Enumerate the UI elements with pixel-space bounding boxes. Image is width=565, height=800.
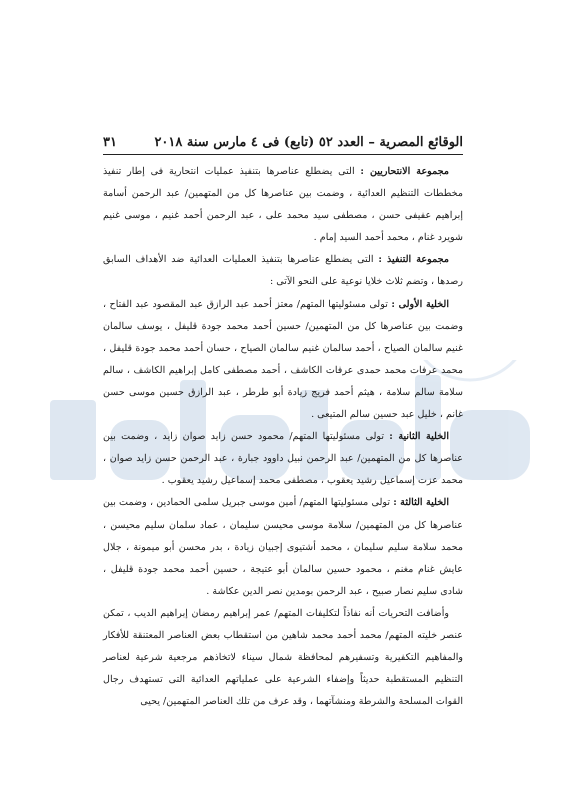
header-title: الوقائع المصرية – العدد ٥٢ (تابع) فى ٤ مارس سنة ٢٠١٨ bbox=[154, 135, 463, 150]
paragraph-text: تولى مسئوليتها المتهم/ معتز أحمد عبد الرازق عبد المقصود عبد الفتاح ، وضمت بين عناصرها كل من المتهمين/ حسين أحمد محمد جودة قليفل ، يوسف سالمان غنيم سالمان الصياح ، أحمد سالمان غنيم سالمان الصياح ، حسان أحمد محمد جودة قليفل ، محمد عرفات محمد حمدى عرفات الكاشف ، أحمد مصطفى كامل إبراهيم الكاشف ، سالم سلامة سالم سلامة ، هيثم أحمد فريج زيادة أبو طرطر ، عبد الرازق حسين موسى حسن غانم ، خليل عبد حسين سالم المتيعى . bbox=[103, 298, 463, 421]
paragraph-text: التى يضطلع عناصرها بتنفيذ عمليات انتحارية فى إطار تنفيذ مخططات التنظيم العدائية ، وضمت بين عناصرها كل من المتهمين/ عبد الرحمن أسامة إبراهيم عفيفى حسن ، مصطفى سيد محمد على ، عبد الرحمن أحمد غنيم ، موسى غنيم شويرد غنام ، محمد أحمد السيد إمام . bbox=[103, 166, 463, 244]
paragraph-cell-one bbox=[103, 294, 463, 427]
paragraph-text: التى يضطلع عناصرها بتنفيذ العمليات العدائية ضد الأهداف السابق رصدها ، وتضم ثلاث خلايا نوعية على النحو الآتى : bbox=[103, 254, 463, 288]
paragraph-text: تولى مسئوليتها المتهم/ محمود حسن زايد صوان زايد ، وضمت بين عناصرها كل من المتهمين/ عبد الرحمن نبيل داوود جبارة ، عبد الرحمن حسن زايد صوان ، محمد عزت إسماعيل رشيد يعقوب ، مصطفى محمد إسماعيل رشيد يعقوب . bbox=[103, 431, 463, 487]
paragraph-label: مجموعة الانتحاريين : bbox=[360, 166, 449, 177]
paragraph-label: الخلية الثالثة : bbox=[393, 497, 450, 509]
paragraph-investigations bbox=[103, 603, 463, 713]
article-body bbox=[103, 161, 463, 713]
page-number: ٣١ bbox=[103, 135, 117, 150]
paragraph-execution-group bbox=[103, 249, 463, 293]
page-header bbox=[103, 130, 463, 150]
paragraph-label: الخلية الأولى : bbox=[391, 298, 449, 310]
paragraph-text: وأضافت التحريات أنه نفاذاً لتكليفات المتهم/ عمر إبراهيم رمضان إبراهيم الديب ، تمكن عنصر خليته المتهم/ محمد أحمد محمد شاهين من استقطاب بعض العناصر المعتنقة للأفكار والمفاهيم التكفيرية وتسفيرهم لمحافظة شمال سيناء لاتخاذهم مرجعية شرعية لعناصر التنظيم المستقطبة حديثاً وإضفاء الشرعية على عملياتهم العدائية التى تستهدف رجال القوات المسلحة والشرطة ومنشآتهما ، وقد عرف من تلك العناصر المتهمين/ يحيى bbox=[103, 607, 463, 708]
header-divider bbox=[103, 154, 463, 155]
paragraph-text: تولى مسئوليتها المتهم/ أمين موسى جبريل سلمى الحمادين ، وضمت بين عناصرها كل من المتهمين/ سلامة موسى محيسن سليمان ، عماد سلمان سليم محيسن ، محمد سلامة سليم سليمان ، محمد أشتيوى إجبيان زيادة ، بدر محسن أبو ميمونة ، جلال عايش غنام مغنم ، محمود حسين سالمان أبو عتيجة ، حسين أحمد محمد جودة قليفل ، شادى سليم نصار صبيح ، عبد الرحمن بومدين نصر الدين عكاشة . bbox=[103, 497, 463, 597]
paragraph-label: مجموعة التنفيذ : bbox=[378, 254, 449, 266]
paragraph-suicide-group bbox=[103, 161, 463, 249]
paragraph-cell-three bbox=[103, 492, 463, 602]
paragraph-cell-two bbox=[103, 426, 463, 492]
paragraph-label: الخلية الثانية : bbox=[389, 431, 449, 443]
